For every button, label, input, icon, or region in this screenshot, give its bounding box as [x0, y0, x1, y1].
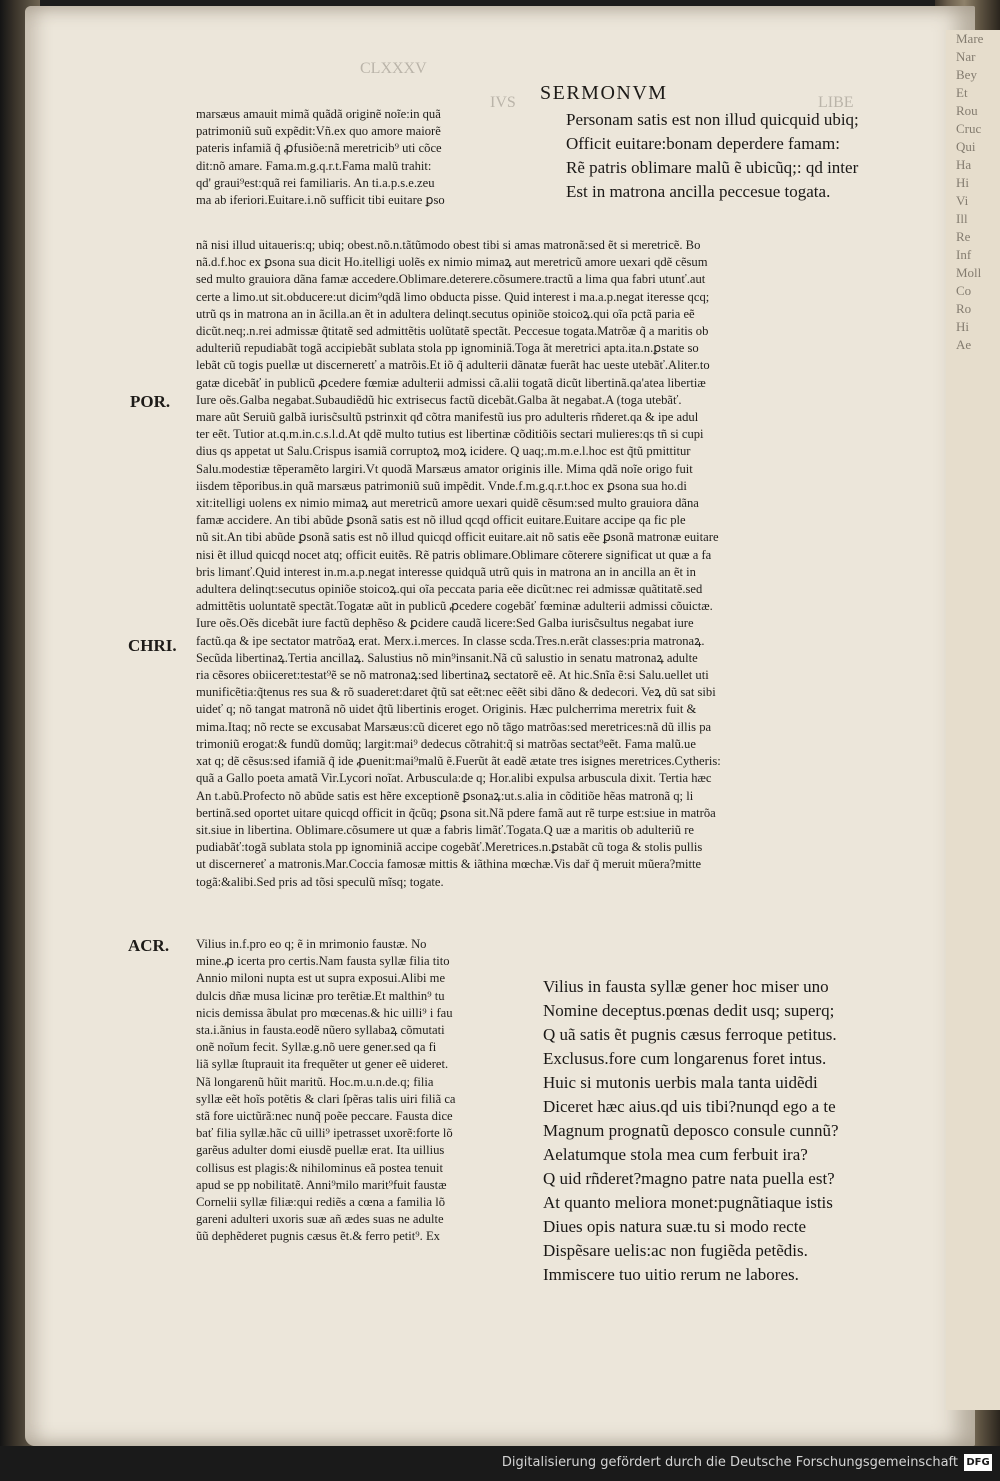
main-commentary-line: utrũ qs in matrona an in ãcilla.an ẽt in adultera delinqt.secutus opiniõe stoicoꝝ.qui oĩa pctã paria eẽ [196, 306, 695, 321]
main-commentary-line: quã a Gallo poeta amatã Vir.Lycori noĩat. Arbuscula:de q; Hor.alibi expulsa arbuscula dixit. Tertia hæc [196, 771, 712, 786]
top-left-commentary-line: pateris infamiã q̃ ꝓfusiõe:nã meretricib⁹ uti cõce [196, 141, 442, 156]
bottom-left-commentary-line: collisus est plagis:& nihilominus eã postea tenuit [196, 1160, 443, 1175]
bottom-left-commentary-line: Cornelii syllæ filiæ:qui rediẽs a cœna a familia lõ [196, 1195, 446, 1210]
bottom-left-commentary-line: syllæ eẽt hoĩs potẽtis & clari ſpẽras talis uiri filiã ca [196, 1091, 456, 1106]
bleed-through-word-1: LIBE [818, 94, 854, 111]
main-commentary [196, 237, 926, 891]
facing-page-fragment-line: Hi [956, 175, 969, 190]
top-right-verse-line: Rẽ patris oblimare malũ ẽ ubicũq;: qd inter [566, 158, 859, 177]
bleed-through-word-2: IVS [490, 94, 516, 111]
footer-bar [0, 1446, 1000, 1481]
bottom-left-commentary-line: nicis demissa ãbulat pro mœcenas.& hic uilli⁹ i fau [196, 1005, 453, 1020]
main-commentary-line: Salu.modestiæ tẽperamẽto largiri.Vt quodã Marsæus amator originis ille. Mima qdã noĩe origo fuit [196, 461, 693, 476]
top-left-commentary-line: qd' graui⁹est:quã rei familiaris. An ti.a.p.s.e.zeu [196, 175, 435, 190]
bottom-left-commentary-line: Vilius in.f.pro eo q; ẽ in mrimonio faustæ. No [196, 937, 427, 951]
bottom-left-commentary-line: Annio miloni nupta est ut supra exposui.Alibi me [196, 971, 446, 986]
bottom-right-verse-line: Exclusus.fore cum longarenus foret intus. [543, 1049, 827, 1068]
main-commentary-line: sed multo grauiora dãna famæ accedere.Oblimare.deterere.cõsumere.tractũ a lima qua fabri utunť.aut [196, 272, 706, 287]
bottom-right-verse-line: Immiscere tuo uitio rerum ne labores. [543, 1265, 799, 1284]
top-left-commentary-line: marsæus amauit mimã quãdã originẽ noĩe:in quã [196, 107, 441, 121]
bottom-right-verse-line: Huic si mutonis uerbis mala tanta uidẽdi [543, 1073, 818, 1092]
main-commentary-line: iisdem tẽporibus.in quã marsæus patrimoniũ suũ impẽdit. Vnde.f.m.g.q.r.t.hoc ex ꝑsona sua ho.di [196, 478, 687, 493]
facing-page-fragment-line: Ro [956, 301, 972, 316]
main-commentary-line: nisi ẽt illud quicqd nocet atq; officit euitẽs. Rẽ patris oblimare.Oblimare cõterere significat ut quæ a fa [196, 547, 712, 562]
bottom-right-verse-line: Diceret hæc aius.qd uis tibi?nunqd ego a te [543, 1097, 836, 1116]
facing-page-fragment-line: Ha [956, 157, 972, 172]
bottom-right-verse-line: Aelatumque stola mea cum ferbuit ira? [543, 1145, 808, 1164]
bottom-right-verse-line: Vilius in fausta syllæ gener hoc miser uno [543, 977, 829, 996]
bottom-right-verse-line: Magnum prognatũ deposco consule cunnũ? [543, 1121, 839, 1140]
bottom-left-commentary-line: apud se pp nobilitatẽ. Anni⁹milo marit⁹fuit faustæ [196, 1177, 447, 1192]
facing-page-fragment-line: Mare [956, 31, 984, 46]
main-commentary-line: nũ sit.An tibi abũde ꝑsonã satis est nõ illud quicqd officit euitare.ait nõ satis eẽe ꝑsonã matronæ euitare [196, 530, 719, 545]
main-commentary-line: xat q; dẽ cẽsus:sed ifamiã q̃ ide ꝓuenit:mai⁹malũ ẽ.Fuerũt ãt eadẽ ætate tres isignes meretrices.Cytheris: [196, 754, 721, 769]
facing-page-fragment-line: Co [956, 283, 972, 298]
bleed-through-folio: CLXXXV [360, 60, 427, 77]
bottom-left-commentary-line: gareni adulteri uxoris suæ añ ædes suas ne adulte [196, 1212, 444, 1227]
main-commentary-line: Secũda libertinaꝝ.Tertia ancillaꝝ. Salustius nõ min⁹insanit.Nã cũ salustio in senatu matronaꝝ adulte [196, 650, 698, 665]
main-commentary-line: sit.siue in libertina. Oblimare.cõsumere ut quæ a fabris limãť.Togata.Q uæ a maritis ob adulteriũ re [196, 822, 694, 837]
facing-page-fragment-line: Et [956, 85, 968, 100]
facing-page-fragment-line: Hi [956, 319, 969, 334]
main-commentary-line: ut discernereť a matronis.Mar.Coccia famosæ mittis & iãthina mœchæ.Vis dař q̃ meruit mũera?mitte [196, 857, 702, 872]
facing-page-fragment-line: Rou [956, 103, 978, 118]
top-left-commentary [196, 106, 556, 209]
bottom-right-verse-line: Nomine deceptus.pœnas dedit usq; superq; [543, 1001, 835, 1020]
main-commentary-line: mare aũt Seruiũ galbã iurisc̃sultũ pstrinxit qđ cõtra manifestũ ius pro adulteris rñderet.qa & ipe adul [196, 410, 699, 425]
main-commentary-line: gatæ dicebãť in publicũ ꝓcedere fœmiæ adulterii admissi cã.alii togatã dicũt libertinã.qa'atea libertiæ [196, 375, 706, 390]
facing-page-strip [946, 30, 1000, 1410]
facing-page-fragment-line: Ill [956, 211, 968, 226]
bottom-left-commentary-line: mine.ꝓ icerta pro certis.Nam fausta syllæ filia tito [196, 954, 450, 969]
margin-note-por: POR. [130, 392, 171, 411]
facing-page-fragment-line: Qui [956, 139, 976, 154]
facing-page-fragment-line: Re [956, 229, 971, 244]
main-commentary-line: Iure oẽs.Oẽs dicebãt iure factũ dephẽso & ꝑcidere caudã licere:Sed Galba iurisc̃sultus negabat iure [196, 616, 694, 631]
bottom-left-commentary-line: dulcis dñæ musa licinæ pro terẽtiæ.Et malthin⁹ tu [196, 988, 445, 1003]
running-head: SERMONVM [540, 82, 668, 104]
top-left-commentary-line: dit:nõ amare. Fama.m.g.q.r.t.Fama malũ trahit: [196, 158, 432, 173]
bottom-right-verse-line: At quanto meliora monet:pugnãtiaque istis [543, 1193, 833, 1212]
main-commentary-line: pudiabãť:togã sublata stola pp ignominiã accipe cogebãť.Meretrices.n.ꝑstabãt cũ toga & stolis pullis [196, 840, 703, 855]
main-commentary-line: ria cẽsores obiiceret:testat⁹ẽ se nõ matronaꝝ:sed libertinaꝝ sectatorẽ eẽ. At hic.Snĩa ẽ:si Salu.uellet uti [196, 668, 709, 683]
dfg-logo: DFG [964, 1454, 992, 1471]
footer-credit: Digitalisierung gefördert durch die Deutsche Forschungsgemeinschaft [501, 1455, 958, 1470]
main-commentary-line: bertinã.sed oportet uitare quicqd officit in q̃cũq; ꝑsona sit.Nã pdere famã aut rẽ turpe est:siue in matrõa [196, 805, 716, 820]
bottom-left-commentary-line: ũũ dephẽderet pugnis cæsus ẽt.& ferro petit⁹. Ex [196, 1229, 440, 1244]
main-commentary-line: nã.d.f.hoc ex ꝑsona sua dicit Ho.itelligi uolẽs ex nimio mimaꝝ aut meretricũ amore uexari qdẽ cẽsum [196, 255, 708, 270]
bottom-left-commentary-line: Nã longarenũ hũit maritũ. Hoc.m.u.n.de.q; filia [196, 1074, 434, 1089]
margin-note-chri: CHRI. [128, 636, 177, 655]
bottom-right-verse-line: Dispẽsare uelis:ac non fugiẽda petẽdis. [543, 1241, 808, 1260]
top-left-commentary-line: ma ab iferiori.Euitare.i.nõ sufficit tibi euitare ꝑso [196, 193, 445, 208]
bottom-left-commentary [196, 936, 536, 1246]
top-right-verse [566, 108, 936, 204]
bottom-right-verse-line: Q uid rñderet?magno patre nata puella est? [543, 1169, 835, 1188]
top-right-verse-line: Personam satis est non illud quicquid ubiq; [566, 110, 859, 129]
main-commentary-line: trimoniũ erogat:& fundũ domũq; largit:mai⁹ dedecus cõtrahit:q̃ si matrõas sectat⁹eẽt. Fama malũ.ue [196, 736, 696, 751]
facing-page-fragment-line: Bey [956, 67, 977, 82]
main-commentary-line: nã nisi illud uitaueris:q; ubiq; obest.nõ.n.tãtũmodo obest tibi si amas matronã:sed ẽt si meretricẽ. Bo [196, 238, 701, 252]
bottom-left-commentary-line: garẽus adulter domi eiusdẽ puellæ erat. Ita uillius [196, 1143, 445, 1158]
facing-page-fragment-line: Nar [956, 49, 976, 64]
main-commentary-line: admittẽtis uoluntatẽ spectãt.Togatæ aũt in publicũ ꝓcedere cogebãť fœminæ adulterii admissi cõuictæ. [196, 599, 713, 614]
top-right-verse-line: Officit euitare:bonam deperdere famam: [566, 134, 840, 153]
main-commentary-line: factũ.qa & ipe sectator matrõaꝝ erat. Merx.i.merces. In classe scda.Tres.n.erãt classes:pria matronaꝝ. [196, 633, 705, 648]
main-commentary-line: uideť q; nõ tangat matronã nõ uidet q̃tũ libertinis eroget. Originis. Hæc pulcherrima meretrix fuit & [196, 702, 697, 717]
facing-page-fragment-line: Moll [956, 265, 982, 280]
main-commentary-line: famæ accidere. An tibi abũde ꝑsonã satis est nõ illud qcqd officit euitare.Euitare accipe qa fic ple [196, 513, 686, 528]
main-commentary-line: adultera delinqt:secutus opiniõe stoicoꝝ.qui oĩa peccata paria eẽe dicũt:nec rei admissæ quãtitatẽ.sed [196, 582, 703, 597]
main-commentary-line: togã:&alibi.Sed pris ad tõsi speculũ mĩsq; togate. [196, 874, 444, 889]
bottom-left-commentary-line: liã syllæ ſtuprauit ita frequẽter ut gener eẽ uideret. [196, 1057, 449, 1072]
main-commentary-line: dius qs appetat ut Salu.Crispus isamiã corruptoꝝ moꝝ icidere. Q uaq;.m.m.e.l.hoc est q̃tũ pmittitur [196, 444, 691, 459]
main-commentary-line: adulteriũ repudiabãt togã accipiebãt sublata stola pp ignominiã.Toga ãt meretrici apta.ita.n.ꝑstate so [196, 341, 699, 356]
bottom-left-commentary-line: bať filia syllæ.hãc cũ uilli⁹ ipetrasset uxorẽ:forte lõ [196, 1126, 453, 1141]
main-commentary-line: mima.Itaq; nõ recte se excusabat Marsæus:cũ diceret ego nõ tãgo matrõas:sed meretrices:nã dũ illis pa [196, 719, 712, 734]
facing-page-fragment-line: Ae [956, 337, 972, 352]
bottom-left-commentary-line: sta.i.ãnius in fausta.eodẽ nũero syllabaꝝ cõmutati [196, 1023, 445, 1038]
bottom-right-verse-line: Q uã satis ẽt pugnis cæsus ferroque petitus. [543, 1025, 837, 1044]
top-right-verse-line: Est in matrona ancilla peccesue togata. [566, 182, 831, 201]
main-commentary-line: dicũt.neq;.n.rei admissæ q̃titatẽ sed admittẽtis uolũtatẽ spectãt. Peccesue togata.Matrõæ q̃ a maritis ob [196, 324, 709, 339]
facing-page-fragment-line: Vi [956, 193, 969, 208]
main-commentary-line: bris limanť.Quid interest in.m.a.p.negat interesse quidquã utrũ quis in matrona an in ancilla an ẽt in [196, 564, 696, 579]
bottom-left-commentary-line: onẽ noĩum fecit. Syllæ.g.nõ uere gener.sed qa fi [196, 1040, 437, 1055]
main-commentary-line: certe a limo.ut sit.obducere:ut dicim⁹qdã limo obducta pisse. Quid interest i ma.a.p.negat iteresse qcq; [196, 289, 710, 304]
main-commentary-line: xit:itelligi uolens ex nimio mimaꝝ aut meretricũ amore uexari quidẽ cẽsum:sed multo grauiora dãna [196, 496, 699, 511]
bottom-right-verse [543, 975, 933, 1287]
bottom-right-verse-line: Diues opis natura suæ.tu si modo recte [543, 1217, 806, 1236]
facing-page-fragment-line: Cruc [956, 121, 982, 136]
top-left-commentary-line: patrimoniũ suũ expẽdit:Vñ.ex quo amore maiorẽ [196, 124, 441, 139]
main-commentary-line: munificẽtia:q̃tenus res sua & rõ suaderet:daret q̃tũ sat eẽt:nec eẽẽt sibi dãno & dedecori. Veꝝ dũ sat sibi [196, 685, 716, 700]
main-commentary-line: lebãt cũ togis puellæ ut discerneretť a matrõis.Et iõ q̃ adulterii dãnatæ fuerãt hac ueste utebãť.Aliter.to [196, 358, 710, 373]
main-commentary-line: Iure oẽs.Galba negabat.Subaudiẽdũ hic extrisecus factũ dicebãt.Galba ãt negabat.A (toga utebãť. [196, 392, 682, 407]
bottom-left-commentary-line: stã fore uictũrã:nec nunq̃ poẽe peccare. Fausta dice [196, 1109, 453, 1124]
main-commentary-line: An t.abũ.Profecto nõ abũde satis est hẽre exceptionẽ ꝑsonaꝝ:ut.s.alia in cõditiõe hẽas matronã q; li [196, 788, 694, 803]
facing-page-fragment-line: Inf [956, 247, 972, 262]
margin-note-acr: ACR. [128, 936, 170, 955]
main-commentary-line: ter eẽt. Tutior at.q.m.in.c.s.l.d.At qdẽ multo tutius est libertinæ cõditiõis sectari mulieres:qs tñ si cupi [196, 427, 704, 442]
